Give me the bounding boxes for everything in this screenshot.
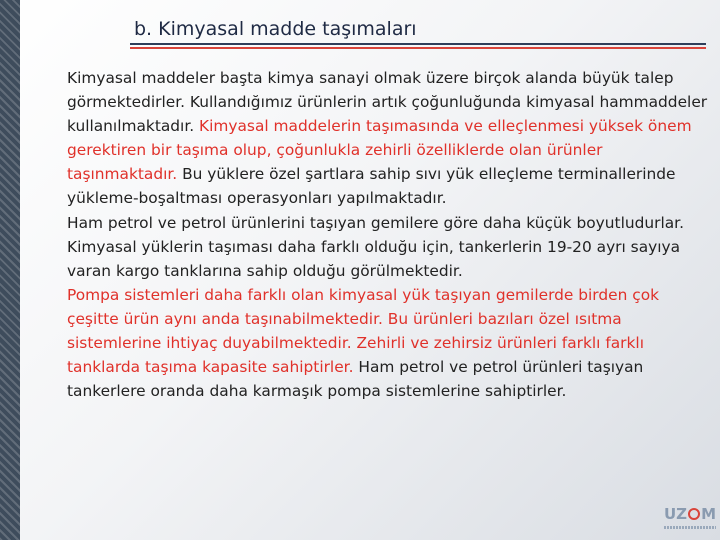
- paragraph-1-part-2: Bu yüklere özel şartlara sahip sıvı yük elleçleme terminallerinde yükleme-boşaltması operasyonları yapılmaktadır.: [67, 165, 676, 208]
- logo-subtitle-mark: [664, 526, 716, 529]
- logo-ring-icon: [688, 508, 700, 520]
- logo-text-left: UZ: [664, 505, 688, 523]
- logo-text-right: M: [701, 505, 716, 523]
- paragraph-1-highlight: Kimyasal maddelerin taşımasında ve elleçlenmesi yüksek önem gerektiren bir taşıma olup, çoğunlukla zehirli özelliklerde olan ürünler taşınmaktadır.: [67, 117, 692, 184]
- uzem-logo: [664, 504, 716, 534]
- slide-body-text: [67, 66, 712, 403]
- paragraph-1-part-1: Kimyasal maddeler başta kimya sanayi olmak üzere birçok alanda büyük talep görmektedirler. Kullandığımız ürünlerin artık çoğunluğunda kimyasal hammaddeler kullanılmaktadır.: [67, 69, 708, 136]
- title-underline-accent: [130, 47, 706, 49]
- decorative-side-stripe: [0, 0, 20, 540]
- paragraph-2: Ham petrol ve petrol ürünlerini taşıyan gemilere göre daha küçük boyutludurlar. Kimyasal yüklerin taşıması daha farklı olduğu için, tankerlerin 19-20 ayrı sayıya varan kargo tanklarına sahip olduğu görülmektedir.: [67, 213, 684, 280]
- paragraph-3-highlight: Pompa sistemleri daha farklı olan kimyasal yük taşıyan gemilerde birden çok çeşitte ürün aynı anda taşınabilmektedir. Bu ürünleri bazıları özel ısıtma sistemlerine ihtiyaç duyabilmektedir. Zehirli ve zehirsiz ürünleri farklı farklı tanklarda taşıma kapasite sahiptirler.: [67, 285, 660, 377]
- slide-title: b. Kimyasal madde taşımaları: [134, 18, 417, 40]
- title-underline: [130, 43, 706, 45]
- paragraph-3-part-2: Ham petrol ve petrol ürünleri taşıyan tankerlere oranda daha karmaşık pompa sistemlerine sahiptirler.: [67, 358, 644, 401]
